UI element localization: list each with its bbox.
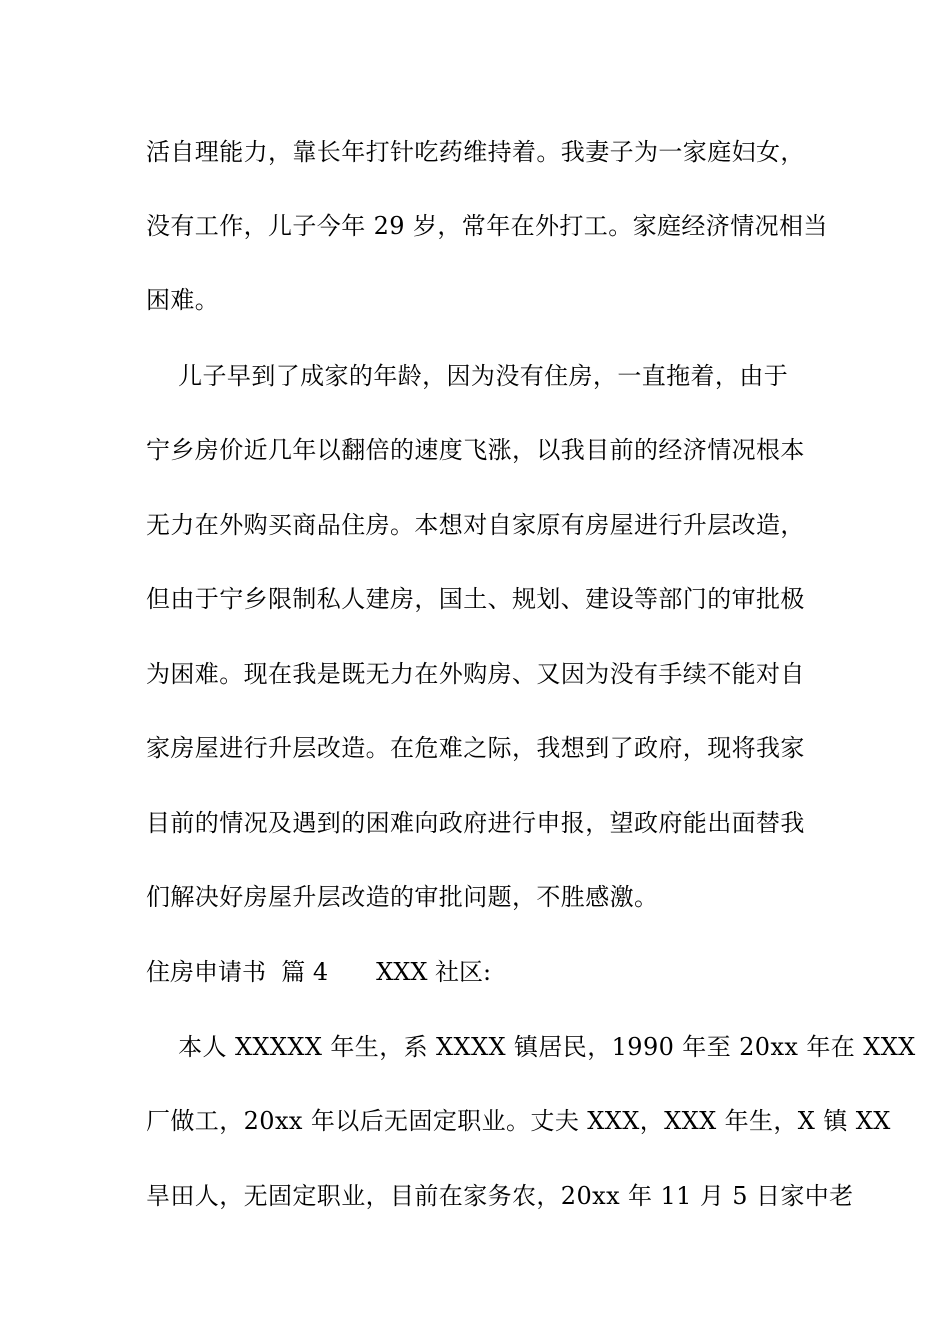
addressee: XXX 社区: bbox=[376, 958, 492, 986]
paragraph-line: 本人 XXXXX 年生，系 XXXX 镇居民，1990 年至 20xx 年在 XXX bbox=[146, 1033, 916, 1061]
paragraph-line: 家房屋进行升层改造。在危难之际，我想到了政府，现将我家 bbox=[146, 734, 805, 762]
paragraph-line: 目前的情况及遇到的困难向政府进行申报，望政府能出面替我 bbox=[146, 809, 805, 837]
paragraph-line: 活自理能力，靠长年打针吃药维持着。我妻子为一家庭妇女， bbox=[146, 138, 805, 166]
paragraph-line: 们解决好房屋升层改造的审批问题，不胜感激。 bbox=[146, 883, 659, 911]
paragraph-line: 困难。 bbox=[146, 286, 220, 314]
section-title: 住房申请书 篇 4 bbox=[146, 958, 329, 986]
paragraph-line: 为困难。现在我是既无力在外购房、又因为没有手续不能对自 bbox=[146, 660, 805, 688]
paragraph-line: 儿子早到了成家的年龄，因为没有住房，一直拖着，由于 bbox=[146, 362, 789, 390]
paragraph-line: 无力在外购买商品住房。本想对自家原有房屋进行升层改造， bbox=[146, 511, 805, 539]
paragraph-line: 宁乡房价近几年以翻倍的速度飞涨，以我目前的经济情况根本 bbox=[146, 436, 805, 464]
paragraph-line: 旱田人，无固定职业，目前在家务农，20xx 年 11 月 5 日家中老 bbox=[146, 1182, 854, 1210]
section-heading bbox=[146, 957, 491, 987]
paragraph-line: 但由于宁乡限制私人建房，国土、规划、建设等部门的审批极 bbox=[146, 585, 805, 613]
paragraph-line: 厂做工，20xx 年以后无固定职业。丈夫 XXX，XXX 年生，X 镇 XX bbox=[146, 1107, 891, 1135]
paragraph-line: 没有工作，儿子今年 29 岁，常年在外打工。家庭经济情况相当 bbox=[146, 212, 828, 240]
